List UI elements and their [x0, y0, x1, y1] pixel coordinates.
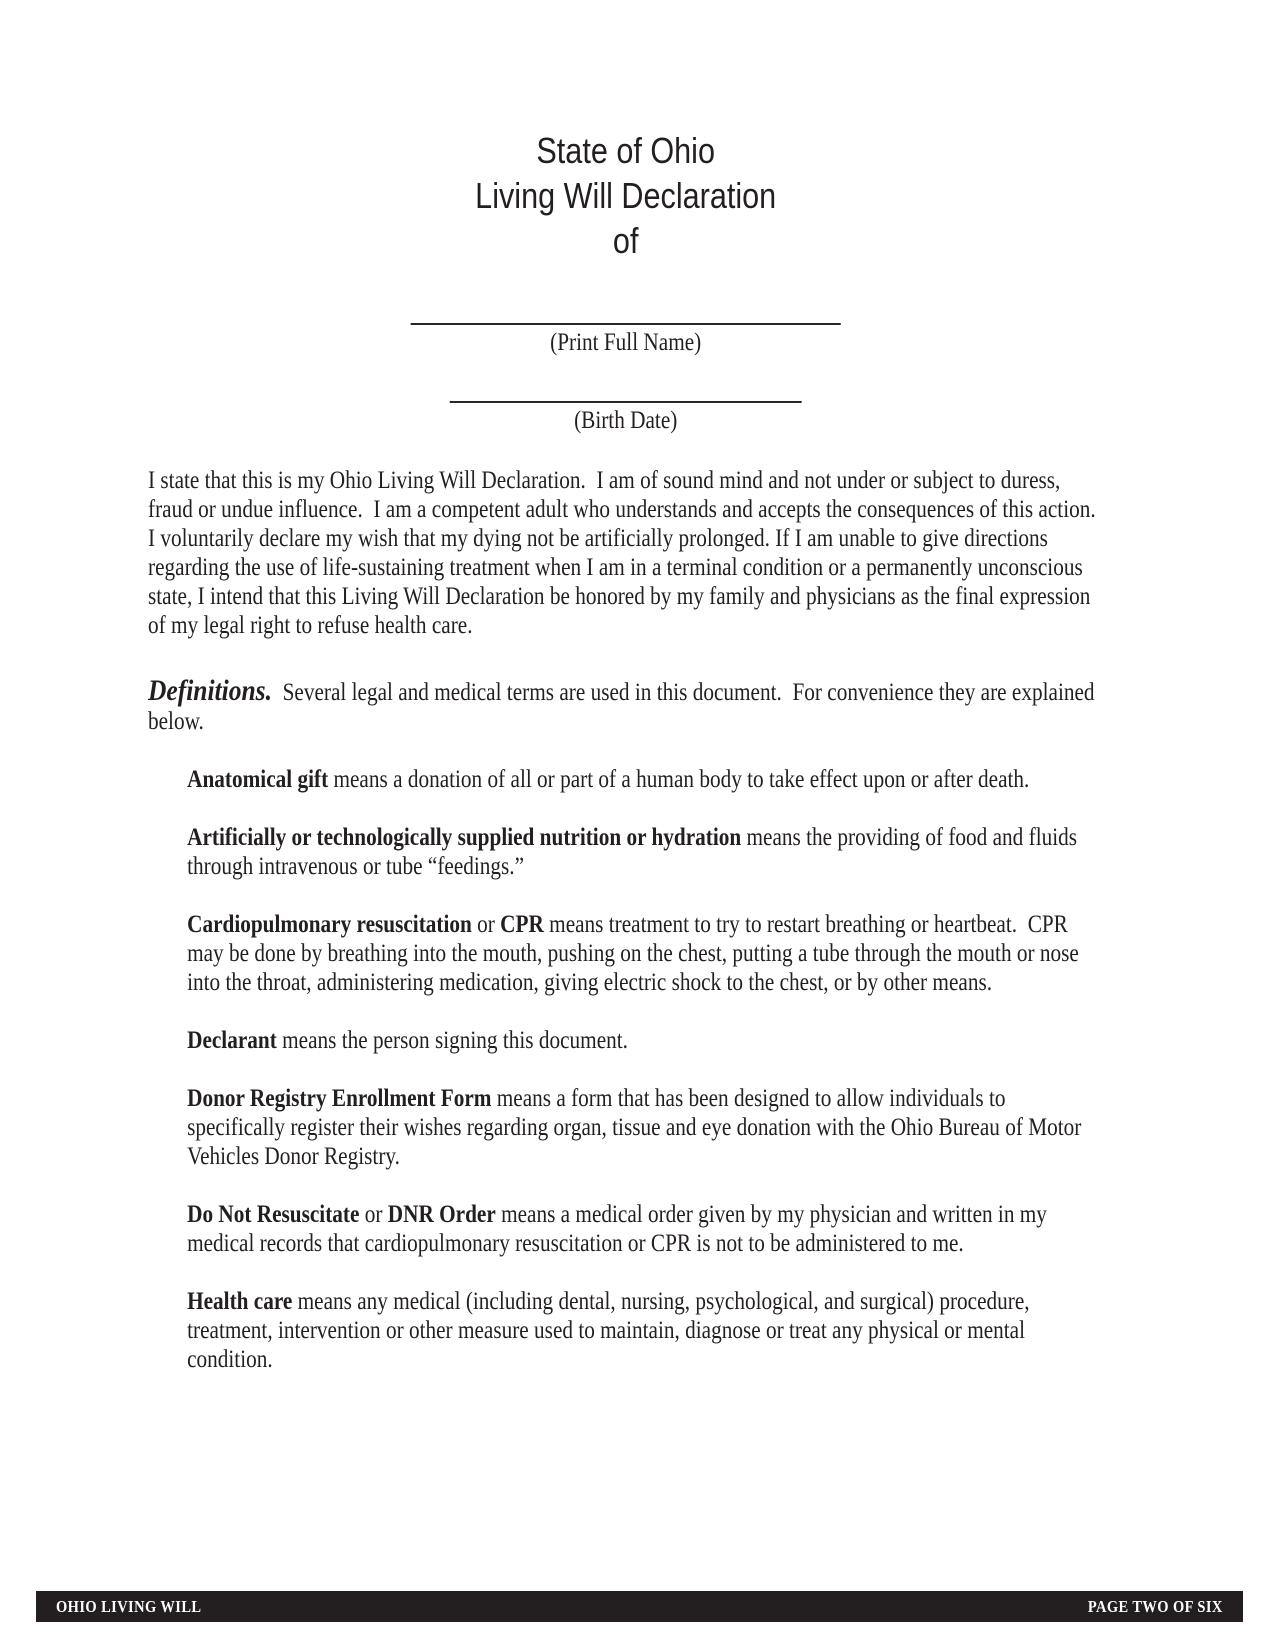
title-line-state: State of Ohio: [536, 130, 716, 171]
definition-item: [187, 1200, 1088, 1258]
definition-term: Donor Registry Enrollment Form: [187, 1085, 492, 1112]
footer-page-number: PAGE TWO OF SIX: [1088, 1596, 1223, 1616]
definition-text: means a form that has been designed to allow individuals to specifically register their wishes regarding organ, tissue and eye donation with the Ohio Bureau of Motor Vehicles Donor Registry.: [187, 1085, 1087, 1170]
document-title-block: [148, 128, 1103, 263]
definition-item: [187, 823, 1088, 881]
birth-date-label: (Birth Date): [574, 407, 678, 434]
title-line-declaration: Living Will Declaration: [475, 175, 777, 216]
definition-item: [187, 1287, 1088, 1374]
definition-item: [187, 765, 1088, 794]
definition-text: or: [471, 911, 501, 938]
definitions-heading-paragraph: [148, 676, 1103, 736]
birth-date-field: [148, 401, 1103, 436]
definition-term: Anatomical gift: [187, 766, 329, 793]
definition-text: means the person signing this document.: [276, 1027, 628, 1054]
print-full-name-blank-line[interactable]: [411, 323, 841, 325]
definition-term: Artificially or technologically supplied nutrition or hydration: [187, 824, 742, 851]
page-content: [148, 0, 1107, 1374]
definition-text: means a donation of all or part of a human body to take effect upon or after death.: [328, 766, 1030, 793]
definition-item: [187, 1026, 1088, 1055]
definition-text: means any medical (including dental, nursing, psychological, and surgical) procedure, treatment, intervention or other measure used to maintain, diagnose or treat any physical or mental condition.: [187, 1288, 1035, 1373]
definitions-list: [148, 765, 1103, 1374]
definitions-intro-text: Several legal and medical terms are used in this document. For convenience they are explained below.: [148, 679, 1100, 735]
declaration-intro-paragraph: I state that this is my Ohio Living Will Declaration. I am of sound mind and not under or subject to duress, fraud or undue influence. I am a competent adult who understands and accepts the consequences of this action. I voluntarily declare my wish that my dying not be artificially prolonged. If I am unable to give directions regarding the use of life-sustaining treatment when I am in a terminal condition or a permanently unconscious state, I intend that this Living Will Declaration be honored by my family and physicians as the final expression of my legal right to refuse health care.: [148, 467, 1107, 639]
definition-text: means a medical order given by my physician and written in my medical records that cardiopulmonary resuscitation or CPR is not to be administered to me.: [187, 1201, 1053, 1257]
print-full-name-field: [148, 323, 1103, 358]
definition-term: Declarant: [187, 1027, 277, 1054]
definition-item: [187, 1084, 1088, 1171]
definition-term: DNR Order: [387, 1201, 496, 1228]
definition-term: Cardiopulmonary resuscitation: [187, 911, 472, 938]
footer-document-name: OHIO LIVING WILL: [56, 1596, 202, 1616]
definition-text: or: [359, 1201, 388, 1228]
definition-term: CPR: [500, 911, 544, 938]
definition-text: means treatment to try to restart breathing or heartbeat. CPR may be done by breathing into the mouth, pushing on the chest, putting a tube through the mouth or nose into the throat, administering medication, giving electric shock to the chest, or by other means.: [187, 911, 1085, 996]
definition-item: [187, 910, 1088, 997]
definition-text: means the providing of food and fluids through intravenous or tube “feedings.”: [187, 824, 1083, 880]
footer-bar: [36, 1591, 1243, 1622]
birth-date-blank-line[interactable]: [450, 401, 802, 403]
definition-term: Health care: [187, 1288, 293, 1315]
definitions-heading: Definitions.: [148, 674, 272, 707]
definition-term: Do Not Resuscitate: [187, 1201, 360, 1228]
print-full-name-label: (Print Full Name): [550, 329, 702, 356]
title-line-of: of: [612, 220, 639, 261]
